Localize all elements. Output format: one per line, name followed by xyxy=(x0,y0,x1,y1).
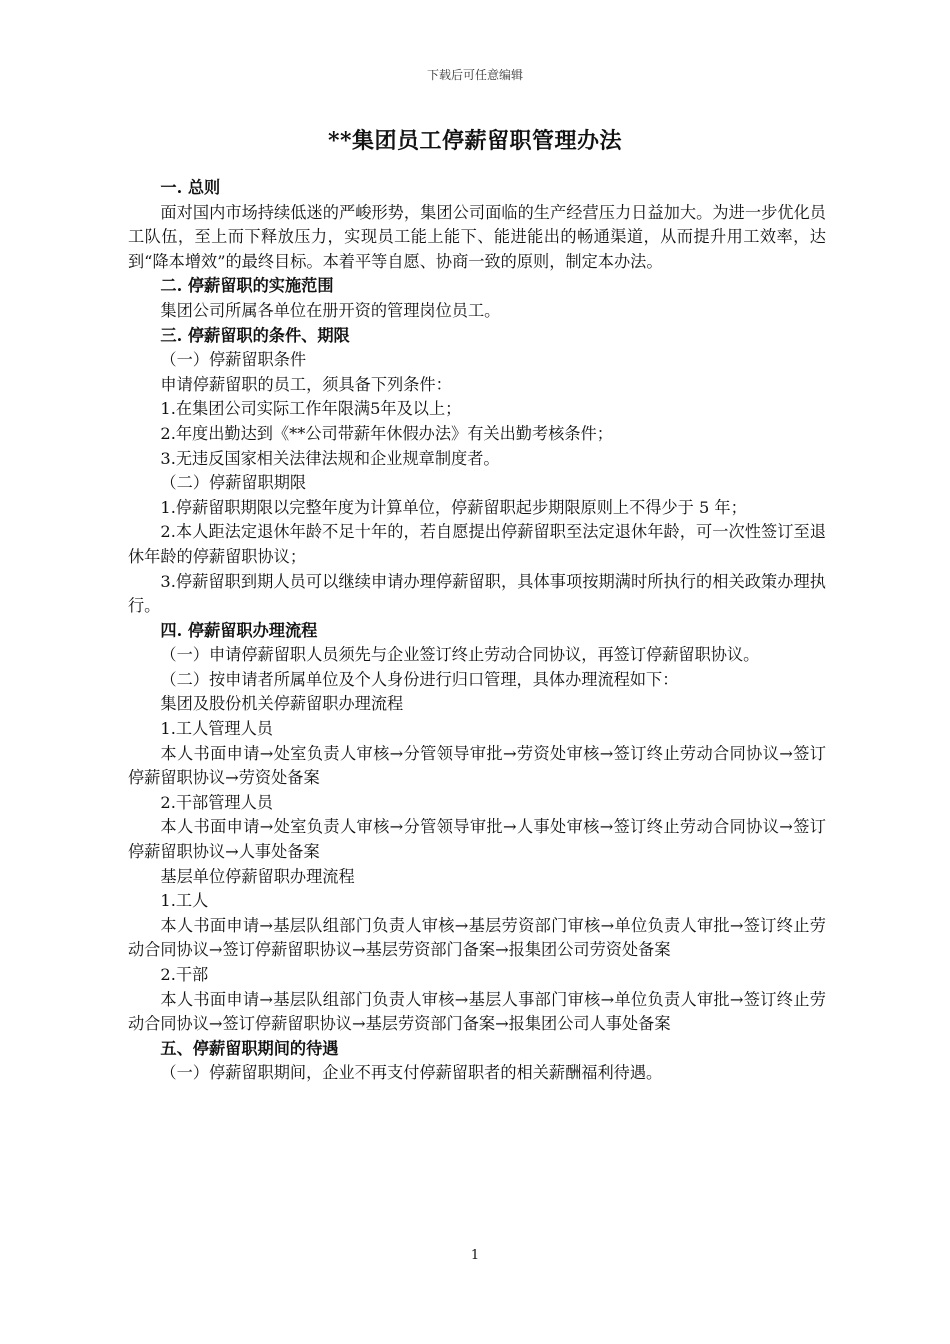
list-item: 1.停薪留职期限以完整年度为计算单位，停薪留职起步期限原则上不得少于 5 年； xyxy=(160,497,747,517)
subheading: （二）停薪留职期限 xyxy=(160,473,307,493)
paragraph: （二）按申请者所属单位及个人身份进行归口管理，具体办理流程如下： xyxy=(160,669,679,689)
process-flow: 本人书面申请→基层队组部门负责人审核→基层人事部门审核→单位负责人审批→签订终止劳动合同协议→签订停薪留职协议→基层劳资部门备案→报集团公司人事处备案 xyxy=(128,989,826,1034)
subheading: 集团及股份机关停薪留职办理流程 xyxy=(160,694,404,714)
section-heading: 一. 总则 xyxy=(160,178,221,197)
process-flow: 本人书面申请→处室负责人审核→分管领导审批→劳资处审核→签订终止劳动合同协议→签订停薪留职协议→劳资处备案 xyxy=(128,743,826,788)
list-item: 1.工人管理人员 xyxy=(160,719,273,739)
list-item: 2.干部 xyxy=(160,965,209,984)
page-header: 下载后可任意编辑 xyxy=(426,68,523,82)
paragraph: 面对国内市场持续低迷的严峻形势，集团公司面临的生产经营压力日益加大。为进一步优化员工队伍，至上而下释放压力，实现员工能上能下、能进能出的畅通渠道，从而提升用工效率，达到“降本增效”的最终目标。本着平等自愿、协商一致的原则，制定本办法。 xyxy=(128,202,826,271)
list-item: 2.年度出勤达到《**公司带薪年休假办法》有关出勤考核条件； xyxy=(160,423,613,443)
section-heading: 四. 停薪留职办理流程 xyxy=(160,620,318,640)
list-item: 3.停薪留职到期人员可以继续申请办理停薪留职，具体事项按期满时所执行的相关政策办理执行。 xyxy=(128,571,826,616)
list-item: 1.在集团公司实际工作年限满5年及以上； xyxy=(160,399,462,419)
section-heading: 三. 停薪留职的条件、期限 xyxy=(160,325,350,345)
list-item: 1.工人 xyxy=(160,891,209,911)
process-flow: 本人书面申请→处室负责人审核→分管领导审批→人事处审核→签订终止劳动合同协议→签订停薪留职协议→人事处备案 xyxy=(128,817,826,862)
paragraph: （一）申请停薪留职人员须先与企业签订终止劳动合同协议，再签订停薪留职协议。 xyxy=(160,645,760,665)
document-body xyxy=(128,176,826,1086)
subheading: （一）停薪留职条件 xyxy=(160,350,307,370)
process-flow: 本人书面申请→基层队组部门负责人审核→基层劳资部门审核→单位负责人审批→签订终止劳动合同协议→签订停薪留职协议→基层劳资部门备案→报集团公司劳资处备案 xyxy=(128,915,826,960)
section-heading: 五、停薪留职期间的待遇 xyxy=(160,1038,339,1058)
list-item: 2.干部管理人员 xyxy=(160,792,273,812)
page-number: 1 xyxy=(470,1248,480,1263)
paragraph: （一）停薪留职期间，企业不再支付停薪留职者的相关薪酬福利待遇。 xyxy=(160,1063,663,1083)
document-title: **集团员工停薪留职管理办法 xyxy=(327,128,622,154)
list-item: 3.无违反国家相关法律法规和企业规章制度者。 xyxy=(160,448,500,468)
list-item: 2.本人距法定退休年龄不足十年的，若自愿提出停薪留职至法定退休年龄，可一次性签订至退休年龄的停薪留职协议； xyxy=(128,522,826,566)
paragraph: 集团公司所属各单位在册开资的管理岗位员工。 xyxy=(160,300,501,320)
section-heading: 二. 停薪留职的实施范围 xyxy=(160,276,334,296)
paragraph: 申请停薪留职的员工，须具备下列条件： xyxy=(160,374,452,394)
subheading: 基层单位停薪留职办理流程 xyxy=(160,866,355,886)
